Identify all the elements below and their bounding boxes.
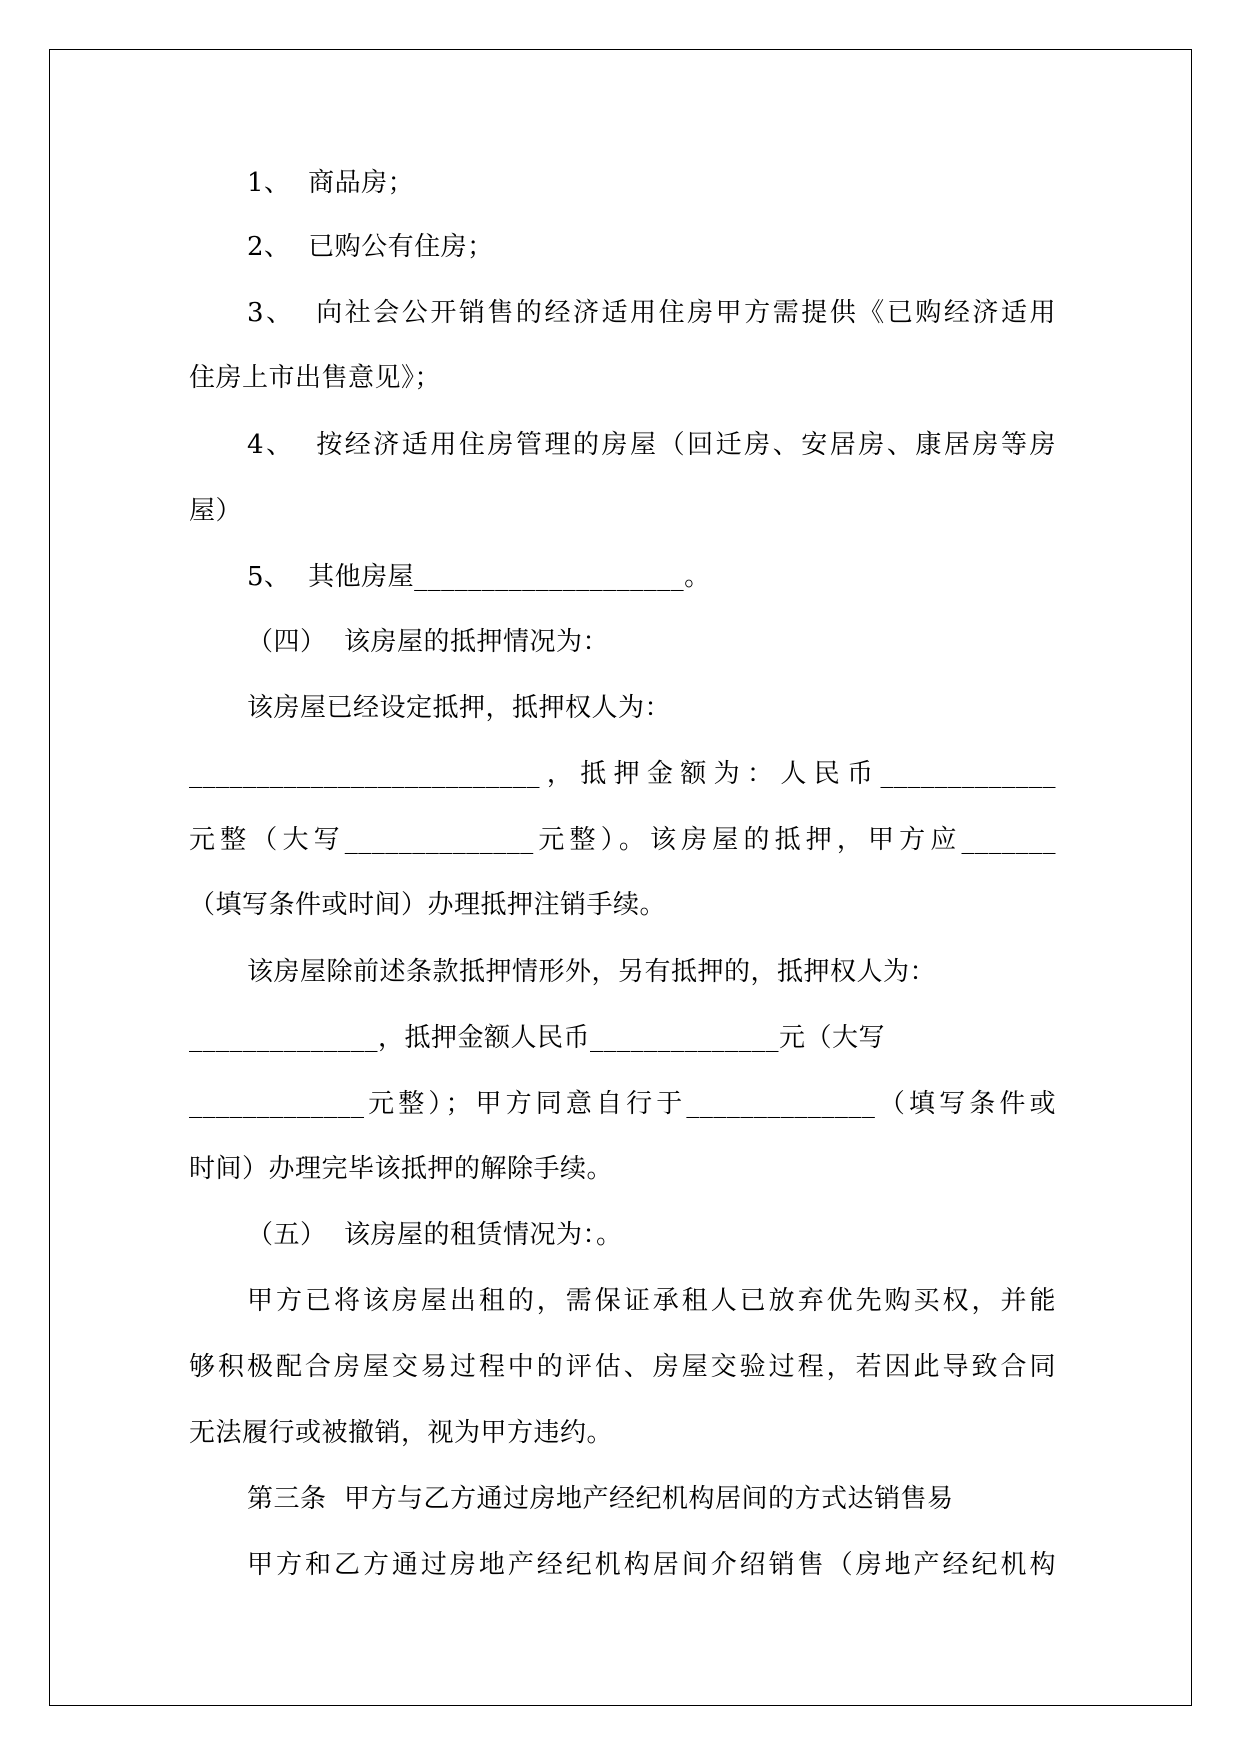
list-item-4-line-1: 4、 按经济适用住房管理的房屋（回迁房、安居房、康居房等房 bbox=[247, 430, 1056, 460]
section-heading-4: （四） 该房屋的抵押情况为： bbox=[247, 627, 610, 657]
paragraph-mortgage-line-1: 该房屋已经设定抵押，抵押权人为： bbox=[247, 693, 672, 723]
article-3-paragraph-line-1: 甲方和乙方通过房地产经纪机构居间介绍销售（房地产经纪机构 bbox=[247, 1550, 1056, 1580]
paragraph-lease-line-2: 够积极配合房屋交易过程中的评估、房屋交验过程，若因此导致合同 bbox=[189, 1352, 1056, 1382]
list-item-2: 2、 已购公有住房； bbox=[247, 232, 494, 262]
paragraph-other-mortgage-line-4: 时间）办理完毕该抵押的解除手续。 bbox=[189, 1154, 614, 1184]
paragraph-lease-line-1: 甲方已将该房屋出租的，需保证承租人已放弃优先购买权，并能 bbox=[247, 1286, 1056, 1316]
paragraph-other-mortgage-line-3: _____________元整）；甲方同意自行于______________（填写条件或 bbox=[189, 1089, 1056, 1119]
paragraph-mortgage-line-4: （填写条件或时间）办理抵押注销手续。 bbox=[189, 890, 667, 920]
paragraph-lease-line-3: 无法履行或被撤销，视为甲方违约。 bbox=[189, 1418, 614, 1448]
paragraph-other-mortgage-line-1: 该房屋除前述条款抵押情形外，另有抵押的，抵押权人为： bbox=[247, 957, 937, 987]
paragraph-mortgage-line-2: __________________________，抵押金额为：人民币_____________ bbox=[189, 759, 1056, 789]
list-item-3-line-2: 住房上市出售意见》； bbox=[189, 363, 442, 393]
paragraph-other-mortgage-line-2: ______________，抵押金额人民币______________元（大写 bbox=[189, 1023, 886, 1053]
list-item-5: 5、 其他房屋____________________。 bbox=[247, 562, 711, 592]
section-heading-5: （五） 该房屋的租赁情况为：。 bbox=[247, 1220, 623, 1250]
list-item-1: 1、 商品房； bbox=[247, 168, 415, 198]
list-item-3-line-1: 3、 向社会公开销售的经济适用住房甲方需提供《已购经济适用 bbox=[247, 298, 1056, 328]
paragraph-mortgage-line-3: 元整（大写______________元整）。该房屋的抵押，甲方应_______ bbox=[189, 825, 1056, 855]
list-item-4-line-2: 屋） bbox=[189, 496, 243, 526]
article-3-heading: 第三条 甲方与乙方通过房地产经纪机构居间的方式达销售易 bbox=[247, 1484, 954, 1514]
